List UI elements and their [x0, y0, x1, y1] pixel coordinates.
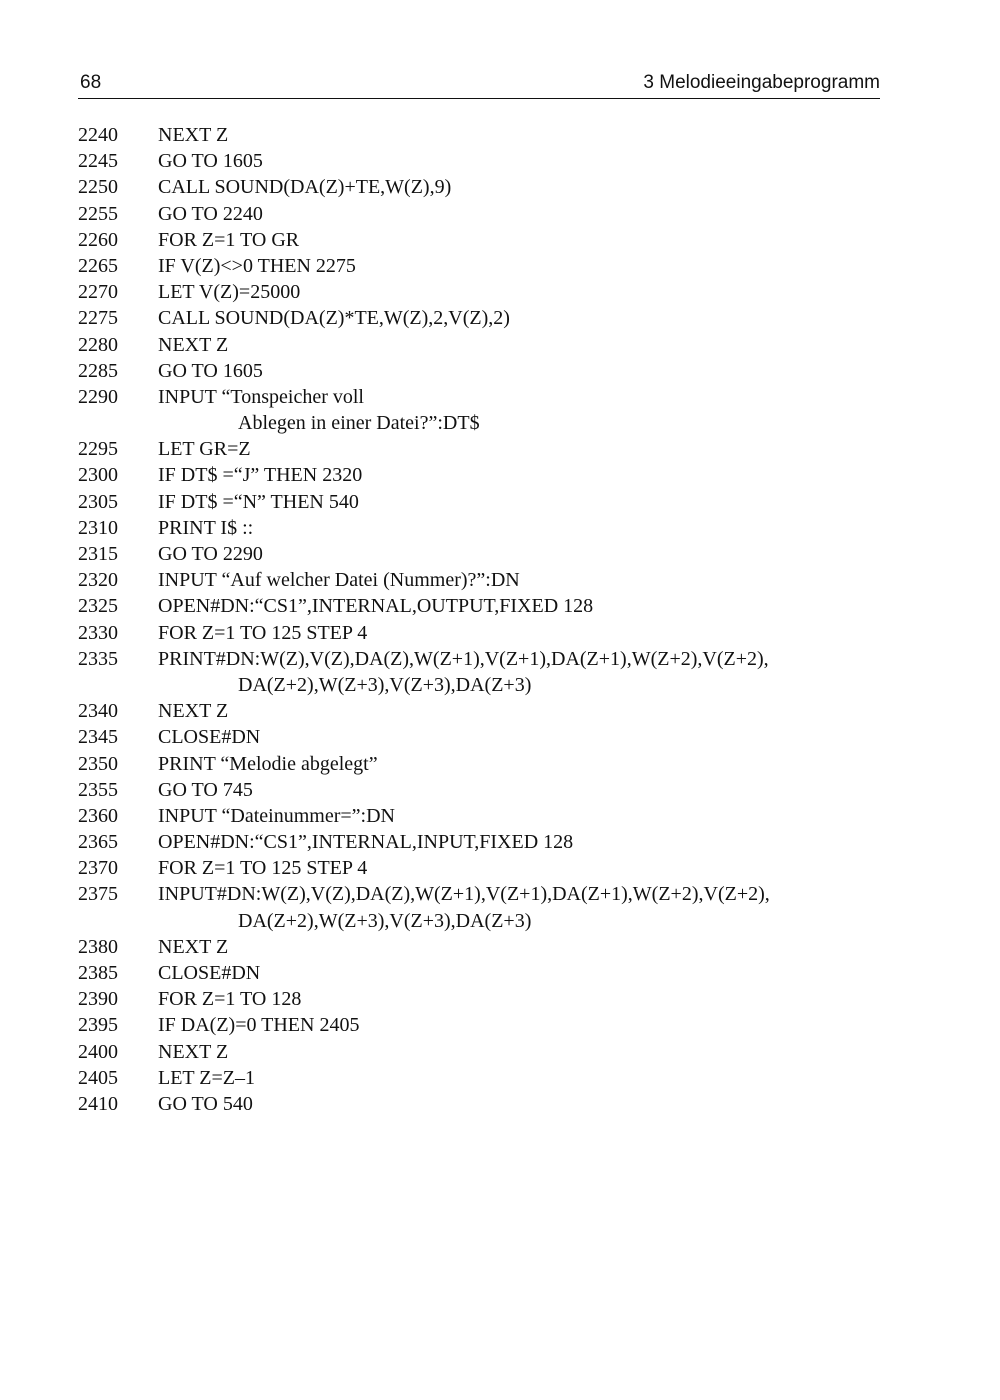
- code-line: [78, 227, 898, 253]
- code-continuation: Ablegen in einer Datei?”:DT$: [238, 412, 480, 435]
- code-line: [78, 122, 898, 148]
- line-number: 2395: [78, 1014, 118, 1037]
- code-line: [78, 279, 898, 305]
- line-number: 2325: [78, 595, 118, 618]
- line-number: 2410: [78, 1092, 118, 1115]
- code-line: [78, 201, 898, 227]
- code-statement: INPUT “Tonspeicher voll: [158, 385, 364, 408]
- code-line: [78, 803, 898, 829]
- code-line: [78, 1091, 898, 1117]
- code-statement: GO TO 540: [158, 1092, 253, 1115]
- code-line: [78, 253, 898, 279]
- code-statement: INPUT “Auf welcher Datei (Nummer)?”:DN: [158, 569, 520, 592]
- line-number: 2240: [78, 124, 118, 146]
- code-statement: FOR Z=1 TO GR: [158, 228, 300, 251]
- code-line: [78, 174, 898, 200]
- code-line: [78, 1012, 898, 1038]
- line-number: 2360: [78, 804, 118, 827]
- code-line: [78, 305, 898, 331]
- code-statement: PRINT “Melodie abgelegt”: [158, 752, 378, 775]
- line-number: 2400: [78, 1040, 118, 1063]
- line-number: [78, 908, 158, 934]
- line-number: 2260: [78, 228, 118, 251]
- line-number: 2370: [78, 857, 118, 880]
- code-continuation: DA(Z+2),W(Z+3),V(Z+3),DA(Z+3): [238, 673, 532, 696]
- code-statement: LET V(Z)=25000: [158, 281, 301, 304]
- line-number: [78, 672, 158, 698]
- line-number: 2330: [78, 621, 118, 644]
- line-number: 2365: [78, 831, 118, 854]
- line-number: 2345: [78, 726, 118, 749]
- code-line: [78, 698, 898, 724]
- code-statement: PRINT#DN:W(Z),V(Z),DA(Z),W(Z+1),V(Z+1),DA(Z+1),W(Z+2),V(Z+2),: [158, 647, 769, 670]
- code-line: [78, 410, 898, 436]
- code-line: [78, 148, 898, 174]
- code-line: [78, 489, 898, 515]
- line-number: 2390: [78, 988, 118, 1011]
- line-number: 2255: [78, 202, 118, 225]
- code-statement: IF DT$ =“N” THEN 540: [158, 490, 359, 513]
- code-line: [78, 646, 898, 672]
- code-line: [78, 462, 898, 488]
- line-number: 2310: [78, 516, 118, 539]
- page-number: 68: [80, 72, 102, 93]
- code-statement: NEXT Z: [158, 935, 229, 958]
- code-line: [78, 777, 898, 803]
- code-statement: LET Z=Z–1: [158, 1066, 256, 1089]
- code-statement: CALL SOUND(DA(Z)*TE,W(Z),2,V(Z),2): [158, 307, 510, 330]
- code-statement: IF DA(Z)=0 THEN 2405: [158, 1014, 360, 1037]
- code-statement: NEXT Z: [158, 1040, 229, 1063]
- code-statement: GO TO 745: [158, 778, 253, 801]
- code-line: [78, 541, 898, 567]
- code-statement: GO TO 1605: [158, 150, 263, 173]
- code-line: [78, 986, 898, 1012]
- line-number: 2275: [78, 307, 118, 330]
- line-number: 2320: [78, 569, 118, 592]
- line-number: 2355: [78, 778, 118, 801]
- code-line: [78, 515, 898, 541]
- code-line: [78, 567, 898, 593]
- code-statement: NEXT Z: [158, 333, 229, 356]
- line-number: 2300: [78, 464, 118, 487]
- code-statement: FOR Z=1 TO 128: [158, 988, 302, 1011]
- line-number: 2375: [78, 883, 118, 906]
- code-statement: CALL SOUND(DA(Z)+TE,W(Z),9): [158, 176, 452, 199]
- code-line: [78, 908, 898, 934]
- code-statement: NEXT Z: [158, 124, 229, 146]
- code-line: [78, 960, 898, 986]
- code-line: [78, 855, 898, 881]
- code-line: [78, 934, 898, 960]
- code-statement: INPUT “Dateinummer=”:DN: [158, 804, 395, 827]
- code-line: [78, 384, 898, 410]
- code-statement: IF DT$ =“J” THEN 2320: [158, 464, 363, 487]
- code-line: [78, 751, 898, 777]
- code-statement: PRINT I$ ::: [158, 516, 254, 539]
- code-statement: GO TO 2240: [158, 202, 263, 225]
- code-line: [78, 620, 898, 646]
- code-line: [78, 1039, 898, 1065]
- line-number: 2250: [78, 176, 118, 199]
- code-statement: FOR Z=1 TO 125 STEP 4: [158, 857, 368, 880]
- code-line: [78, 1065, 898, 1091]
- line-number: 2245: [78, 150, 118, 173]
- line-number: 2315: [78, 543, 118, 565]
- code-statement: OPEN#DN:“CS1”,INTERNAL,INPUT,FIXED 128: [158, 831, 574, 854]
- page-header: [78, 68, 880, 99]
- code-statement: GO TO 2290: [158, 543, 263, 565]
- code-line: [78, 829, 898, 855]
- line-number: 2270: [78, 281, 118, 304]
- line-number: 2305: [78, 490, 118, 513]
- code-statement: INPUT#DN:W(Z),V(Z),DA(Z),W(Z+1),V(Z+1),DA(Z+1),W(Z+2),V(Z+2),: [158, 883, 770, 906]
- code-statement: FOR Z=1 TO 125 STEP 4: [158, 621, 368, 644]
- code-statement: IF V(Z)<>0 THEN 2275: [158, 254, 356, 277]
- code-line: [78, 436, 898, 462]
- basic-program-listing: [78, 122, 898, 1117]
- code-statement: LET GR=Z: [158, 438, 251, 461]
- code-statement: OPEN#DN:“CS1”,INTERNAL,OUTPUT,FIXED 128: [158, 595, 594, 618]
- chapter-title: 3 Melodieeingabeprogramm: [643, 72, 880, 93]
- code-statement: GO TO 1605: [158, 359, 263, 382]
- line-number: 2295: [78, 438, 118, 461]
- line-number: 2285: [78, 359, 118, 382]
- code-line: [78, 672, 898, 698]
- line-number: 2380: [78, 935, 118, 958]
- line-number: 2335: [78, 647, 118, 670]
- line-number: 2350: [78, 752, 118, 775]
- line-number: 2340: [78, 700, 118, 723]
- code-line: [78, 724, 898, 750]
- line-number: 2405: [78, 1066, 118, 1089]
- code-line: [78, 332, 898, 358]
- line-number: 2265: [78, 254, 118, 277]
- code-continuation: DA(Z+2),W(Z+3),V(Z+3),DA(Z+3): [238, 909, 532, 932]
- code-line: [78, 358, 898, 384]
- line-number: [78, 410, 158, 436]
- code-line: [78, 881, 898, 907]
- code-statement: CLOSE#DN: [158, 726, 261, 749]
- line-number: 2385: [78, 962, 118, 984]
- code-statement: NEXT Z: [158, 700, 229, 723]
- code-statement: CLOSE#DN: [158, 962, 261, 984]
- line-number: 2280: [78, 333, 118, 356]
- line-number: 2290: [78, 385, 118, 408]
- code-line: [78, 593, 898, 619]
